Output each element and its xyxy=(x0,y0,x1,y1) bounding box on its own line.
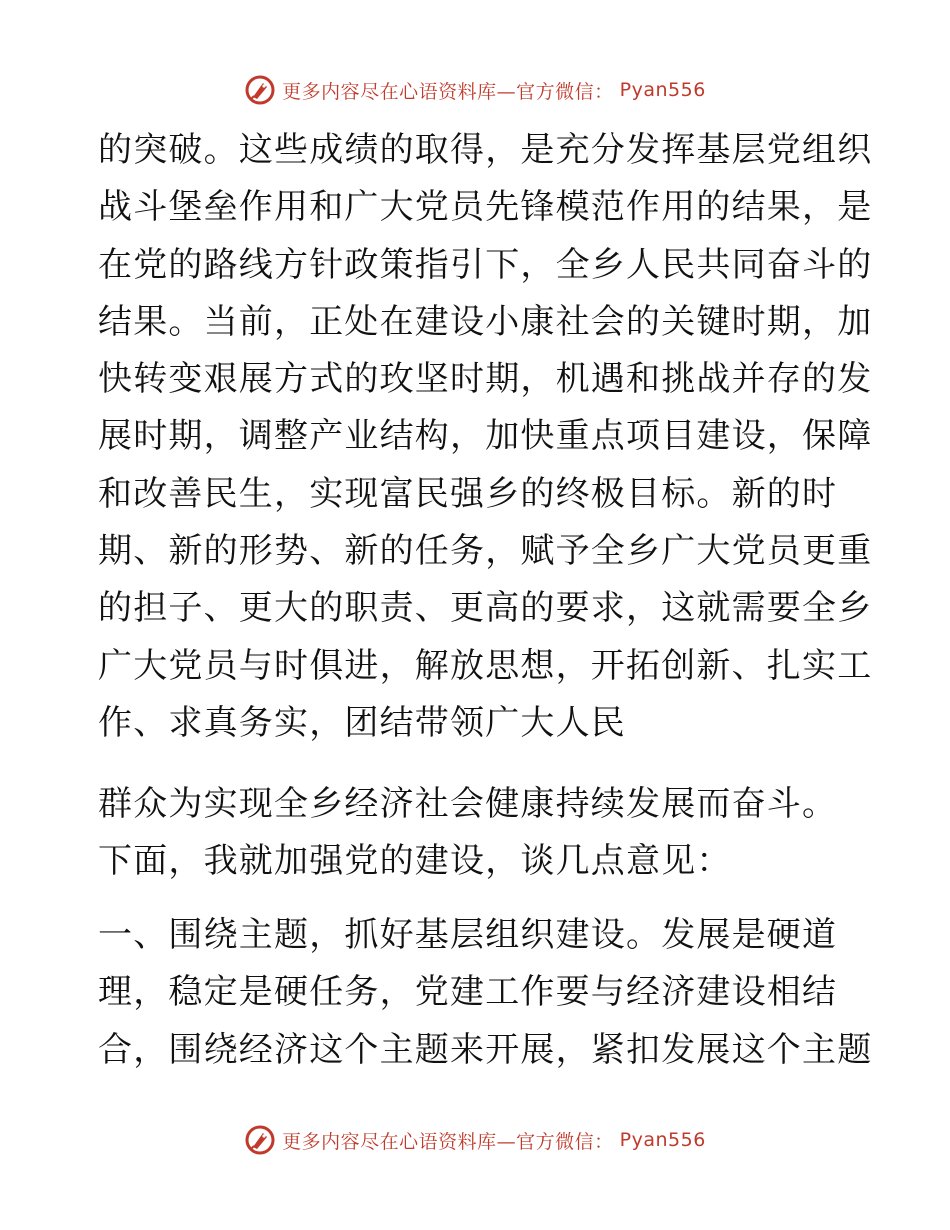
paragraph-2 xyxy=(98,776,850,891)
text-line: 和改善民生，实现富民强乡的终极目标。新的时 xyxy=(98,473,838,514)
text-line: 战斗堡垒作用和广大党员先锋模范作用的结果，是 xyxy=(98,187,873,228)
pen-nib-circle-icon xyxy=(244,1124,276,1156)
paragraph-3 xyxy=(98,907,873,1079)
text-line: 作、求真务实，团结带领广大人民 xyxy=(98,702,626,743)
text-line: 理，稳定是硬任务，党建工作要与经济建设相结 xyxy=(98,972,838,1013)
text-line: 合，围绕经济这个主题来开展，紧扣发展这个主题 xyxy=(98,1029,873,1070)
watermark-text: 更多内容尽在心语资料库—官方微信： xyxy=(282,1130,614,1153)
text-line: 下面，我就加强党的建设，谈几点意见： xyxy=(98,841,732,882)
text-line: 期、新的形势、新的任务，赋予全乡广大党员更重 xyxy=(98,531,873,572)
text-line: 一、围绕主题，抓好基层组织建设。发展是硬道 xyxy=(98,915,838,955)
paragraph-1 xyxy=(98,122,873,752)
text-line: 在党的路线方针政策指引下，全乡人民共同奋斗的 xyxy=(98,244,873,285)
text-line: 群众为实现全乡经济社会健康持续发展而奋斗。 xyxy=(98,784,838,824)
watermark-footer xyxy=(0,1120,950,1160)
watermark-text: 更多内容尽在心语资料库—官方微信： xyxy=(282,80,614,103)
pen-nib-circle-icon xyxy=(244,74,276,106)
text-line: 快转变艰展方式的玫坚时期，机遇和挑战并存的发 xyxy=(98,359,873,400)
watermark-wechat-id: Pyan556 xyxy=(619,1129,706,1151)
text-line: 结果。当前，正处在建设小康社会的关键时期，加 xyxy=(98,301,873,342)
text-line: 广大党员与时俱进，解放思想，开拓创新、扎实工 xyxy=(98,645,873,686)
text-line: 的突破。这些成绩的取得，是充分发挥基层党组织 xyxy=(98,130,873,170)
watermark-header xyxy=(0,70,950,110)
watermark-wechat-id: Pyan556 xyxy=(619,79,706,101)
text-line: 展时期，调整产业结构，加快重点项目建设，保障 xyxy=(98,416,873,457)
text-line: 的担子、更大的职责、更高的要求，这就需要全乡 xyxy=(98,588,873,629)
